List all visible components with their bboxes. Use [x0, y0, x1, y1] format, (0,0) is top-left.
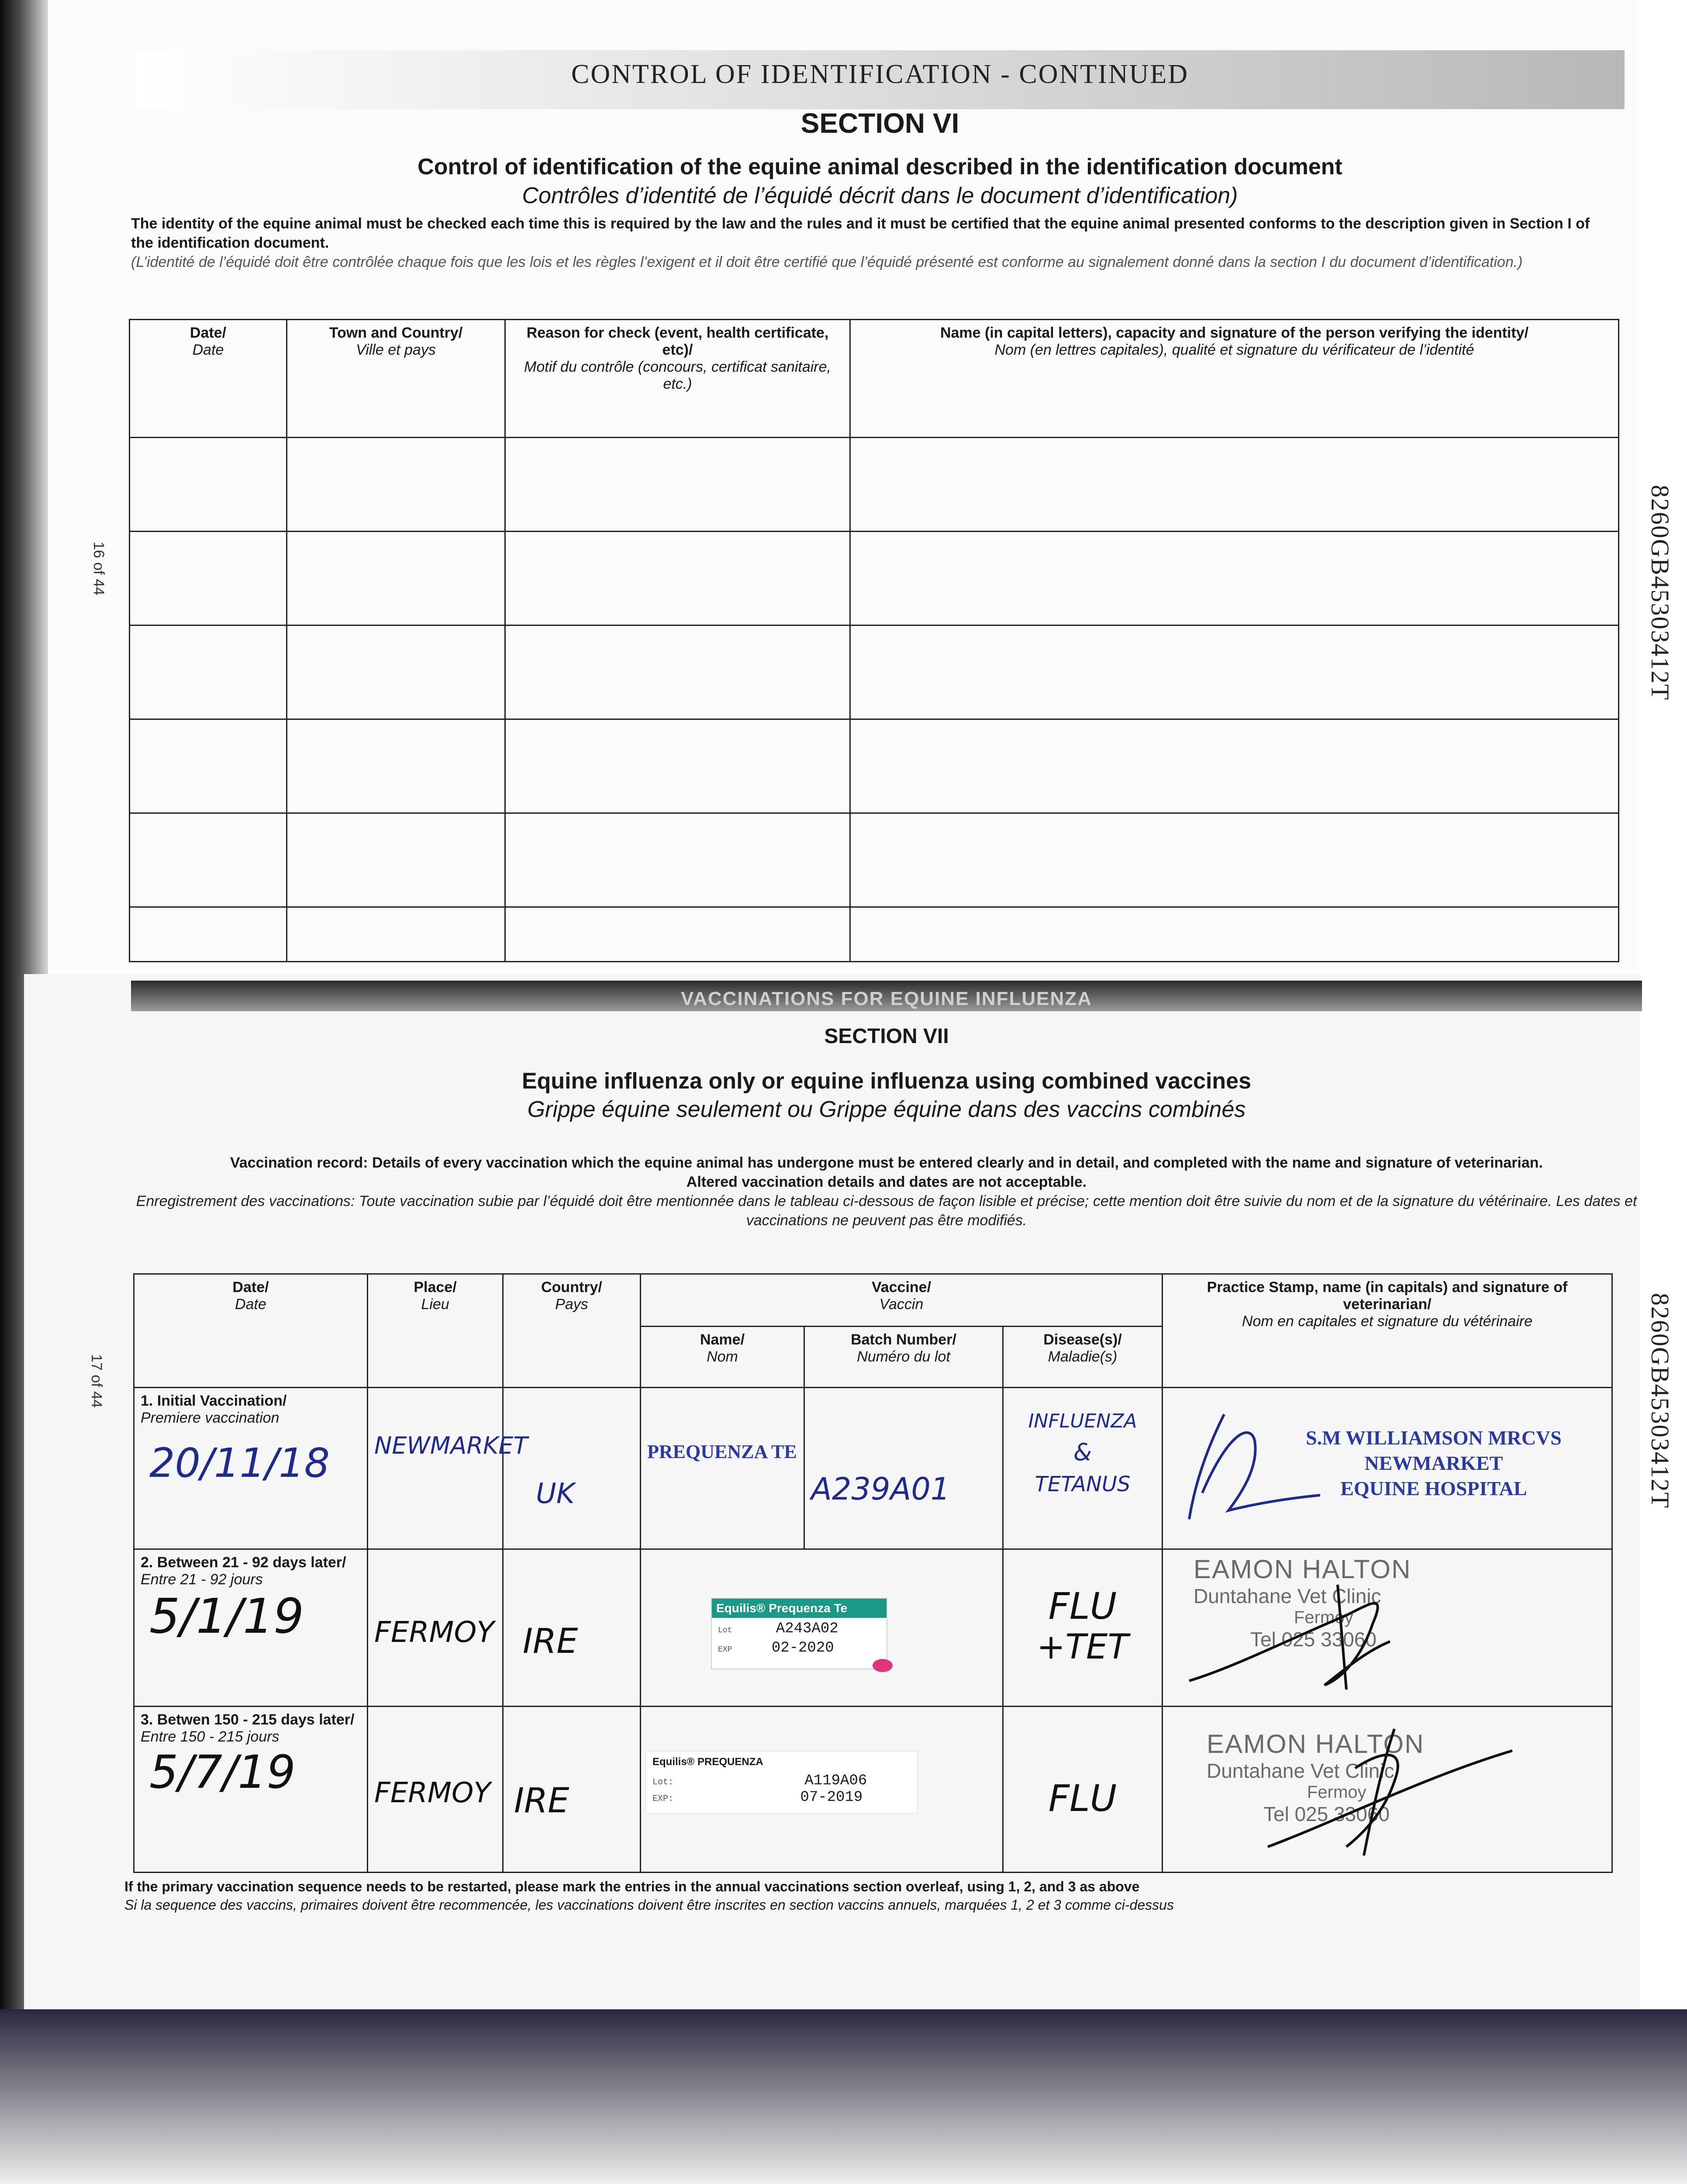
table-row [130, 532, 1619, 625]
vacc-2-disease-2: +TET [1037, 1628, 1128, 1667]
vacc-2-country-cell[interactable] [503, 1549, 641, 1707]
vacc-1-label: 1. Initial Vaccination/ [141, 1393, 287, 1409]
table-cell[interactable] [850, 719, 1619, 813]
page-number-17: 17 of 44 [88, 1354, 105, 1408]
table-cell[interactable] [130, 625, 287, 719]
vacc-3-stamp-cell[interactable] [1163, 1707, 1612, 1873]
table-cell[interactable] [505, 813, 850, 907]
identity-check-table [129, 319, 1619, 962]
vacc-1-vaccine-name: PREQUENZA TE [647, 1441, 797, 1462]
table-row [134, 1388, 1612, 1549]
vacc-3-vaccine-sticker: Equilis® PREQUENZA Lot: A119A06 EXP: 07-2019 [645, 1751, 918, 1814]
vacc-1-date: 20/11/18 [149, 1440, 330, 1486]
vacc-3-country-cell[interactable] [503, 1707, 641, 1873]
table-cell[interactable] [505, 907, 850, 962]
col-vaccine-name-header: Name/ Nom [641, 1327, 804, 1388]
vacc-2-ink-mark [873, 1659, 893, 1672]
vacc-3-signature [1250, 1716, 1521, 1864]
col-vacc-country-header: Country/ Pays [503, 1274, 641, 1388]
table-cell[interactable] [130, 719, 287, 813]
section-vi-intro-en: The identity of the equine animal must be checked each time this is required by the law and the rules and it must be certified that the equine animal presented conforms to the description given in Section I of the identification document. [131, 215, 1590, 251]
table-row [134, 1707, 1612, 1873]
vacc-2-place-cell[interactable] [368, 1549, 503, 1707]
vaccination-table [133, 1273, 1613, 1873]
table-cell[interactable] [850, 907, 1619, 962]
table-cell[interactable] [287, 813, 505, 907]
identity-check-header-row [130, 320, 1619, 438]
vacc-3-place-cell[interactable] [368, 1707, 503, 1873]
col-verifier-header: Name (in capital letters), capacity and signature of the person verifying the identity/ Nom (en lettres capitales), qualité et signature du vérificateur de l’identité [850, 320, 1619, 438]
vacc-3-batch: A119A06 [804, 1773, 867, 1789]
col-reason-header: Reason for check (event, health certificate, etc)/ Motif du contrôle (concours, certificat sanitaire, etc.) [505, 320, 850, 438]
vacc-1-vaccine-cell[interactable] [641, 1388, 804, 1549]
vacc-3-date-cell[interactable] [134, 1707, 368, 1873]
section-vii-subtitle-fr: Grippe équine seulement ou Grippe équine dans des vaccins combinés [527, 1097, 1246, 1122]
vacc-3-vaccine-cell[interactable] [641, 1707, 1003, 1873]
vacc-2-batch: A243A02 [776, 1621, 838, 1637]
vacc-3-expiry: 07-2019 [800, 1789, 863, 1806]
table-cell[interactable] [287, 907, 505, 962]
table-row [134, 1549, 1612, 1707]
vacc-3-sticker-brand: Equilis® PREQUENZA [652, 1756, 763, 1768]
vaccination-header-row-1 [134, 1274, 1612, 1327]
vacc-3-stamp: EAMON HALTON Duntahane Vet Clinic Fermoy Tel 025 33060 [1207, 1729, 1425, 1825]
section-vii-subtitle-en: Equine influenza only or equine influenza using combined vaccines [521, 1068, 1252, 1094]
col-vacc-date-header: Date/ Date [134, 1274, 368, 1388]
vacc-2-label: 2. Between 21 - 92 days later/ [141, 1554, 346, 1571]
col-vaccine-group-header: Vaccine/ Vaccin [641, 1274, 1163, 1327]
section-vi-subtitle-fr: Contrôles d’identité de l’équidé décrit dans le document d’identification) [522, 183, 1238, 208]
vacc-2-date: 5/1/19 [149, 1588, 304, 1644]
table-cell[interactable] [850, 625, 1619, 719]
section-vii-footnote [124, 1877, 1631, 1914]
vacc-1-date-cell[interactable] [134, 1388, 368, 1549]
table-row [130, 907, 1619, 962]
table-cell[interactable] [287, 532, 505, 625]
section-vi-intro-fr: (L’identité de l’équidé doit être contrôlée chaque fois que les lois et les règles l’exigent et il doit être certifié que l’équidé présenté est conforme au signalement donné dans la section I du document d’identification.) [131, 254, 1523, 270]
section-vii-footnote-en: If the primary vaccination sequence needs to be restarted, please mark the entries in the annual vaccinations section overleaf, using 1, 2, and 3 as above [124, 1879, 1140, 1894]
section-vii-intro-en2: Altered vaccination details and dates are not acceptable. [686, 1174, 1087, 1190]
vacc-1-disease-3: TETANUS [1035, 1472, 1131, 1496]
vacc-1-country-cell[interactable] [503, 1388, 641, 1549]
table-cell[interactable] [130, 907, 287, 962]
table-cell[interactable] [850, 813, 1619, 907]
vacc-1-disease-2: & [1073, 1438, 1092, 1466]
section-vii-title: SECTION VII [824, 1025, 949, 1048]
table-cell[interactable] [287, 438, 505, 532]
section-vi-intro [131, 214, 1607, 272]
vacc-1-stamp-cell[interactable] [1163, 1388, 1612, 1549]
col-vacc-place-header: Place/ Lieu [368, 1274, 503, 1388]
page-number-16: 16 of 44 [90, 542, 107, 595]
vacc-2-sticker-brand: Equilis® Prequenza Te [712, 1599, 887, 1618]
vacc-2-place: FERMOY [374, 1615, 494, 1649]
table-cell[interactable] [505, 532, 850, 625]
table-cell[interactable] [850, 532, 1619, 625]
table-cell[interactable] [287, 625, 505, 719]
vacc-3-date: 5/7/19 [149, 1745, 296, 1799]
vacc-2-stamp-cell[interactable] [1163, 1549, 1612, 1707]
table-cell[interactable] [505, 625, 850, 719]
vacc-2-signature [1180, 1567, 1425, 1698]
col-town-header: Town and Country/ Ville et pays [287, 320, 505, 438]
vacc-2-disease-1: FLU [1048, 1585, 1117, 1628]
vacc-1-country: UK [536, 1478, 575, 1510]
section-vi-title: SECTION VI [800, 107, 959, 139]
passport-id-top: 8260GB45303412T [1646, 485, 1674, 701]
vacc-1-disease-cell[interactable] [1003, 1388, 1163, 1549]
vacc-3-label-fr: Entre 150 - 215 jours [141, 1728, 279, 1745]
section-vii-banner: VACCINATIONS FOR EQUINE INFLUENZA [681, 988, 1092, 1009]
section-vi-subtitle-en: Control of identification of the equine animal described in the identification document [417, 154, 1342, 180]
table-row [130, 438, 1619, 532]
vacc-1-stamp: S.M WILLIAMSON MRCVS NEWMARKET EQUINE HOSPITAL [1306, 1427, 1562, 1500]
col-practice-stamp-header: Practice Stamp, name (in capitals) and signature of veterinarian/ Nom en capitales et signature du vétérinaire [1163, 1274, 1612, 1388]
table-cell[interactable] [130, 438, 287, 532]
vacc-2-stamp: EAMON HALTON Duntahane Vet Clinic Fermoy Tel 025 33060 [1194, 1555, 1411, 1651]
vacc-1-batch-cell[interactable] [804, 1388, 1003, 1549]
vacc-3-label: 3. Betwen 150 - 215 days later/ [141, 1711, 355, 1728]
section-vii-intro-fr: Enregistrement des vaccinations: Toute vaccination subie par l’équidé doit être mentionnée dans le tableau ci-dessous de façon lisible et précise; cette mention doit être suivie du nom et de la signature du vétérinaire. Les dates et vaccinations ne peuvent pas être modifiés. [136, 1193, 1637, 1229]
vacc-2-expiry: 02-2020 [771, 1640, 834, 1656]
section-vii-footnote-fr: Si la sequence des vaccins, primaires doivent être recommencée, les vaccinations doivent être inscrites en section vaccins annuels, marquées 1, 2 et 3 comme ci-dessus [124, 1897, 1174, 1913]
table-row [130, 625, 1619, 719]
table-cell[interactable] [130, 813, 287, 907]
vacc-1-disease-1: INFLUENZA [1028, 1410, 1137, 1432]
col-date-header: Date/ Date [130, 320, 287, 438]
passport-cover-edge [0, 2009, 1687, 2184]
vacc-2-country: IRE [523, 1622, 578, 1661]
vacc-2-label-fr: Entre 21 - 92 jours [141, 1571, 263, 1588]
section-vii-intro [135, 1153, 1638, 1230]
table-cell[interactable] [130, 532, 287, 625]
col-disease-header: Disease(s)/ Maladie(s) [1003, 1327, 1163, 1388]
table-cell[interactable] [505, 719, 850, 813]
table-row [130, 813, 1619, 907]
table-cell[interactable] [850, 438, 1619, 532]
vacc-2-vaccine-cell[interactable] [641, 1549, 1003, 1707]
table-cell[interactable] [505, 438, 850, 532]
table-cell[interactable] [287, 719, 505, 813]
vacc-1-place-cell[interactable] [368, 1388, 528, 1549]
vacc-3-place: FERMOY [374, 1777, 491, 1809]
vacc-2-date-cell[interactable] [134, 1549, 368, 1707]
vacc-1-place: NEWMARKET [374, 1432, 528, 1459]
vacc-1-batch: A239A01 [811, 1471, 950, 1507]
vacc-3-disease-cell[interactable] [1003, 1707, 1163, 1873]
table-row [130, 719, 1619, 813]
vacc-3-country: IRE [514, 1781, 569, 1821]
vacc-3-disease-1: FLU [1048, 1777, 1117, 1820]
col-batch-header: Batch Number/ Numéro du lot [804, 1327, 1003, 1388]
passport-id-bottom: 8260GB45303412T [1646, 1293, 1674, 1509]
vacc-1-label-fr: Premiere vaccination [141, 1410, 279, 1426]
vacc-2-disease-cell[interactable] [1003, 1549, 1163, 1707]
vacc-2-vaccine-sticker: Equilis® Prequenza Te Lot A243A02 EXP 02-2020 [711, 1598, 887, 1669]
section-vi-banner: CONTROL OF IDENTIFICATION - CONTINUED [571, 59, 1189, 89]
section-vii-intro-en: Vaccination record: Details of every vaccination which the equine animal has undergone must be entered clearly and in detail, and completed with the name and signature of veterinarian. [230, 1154, 1543, 1171]
